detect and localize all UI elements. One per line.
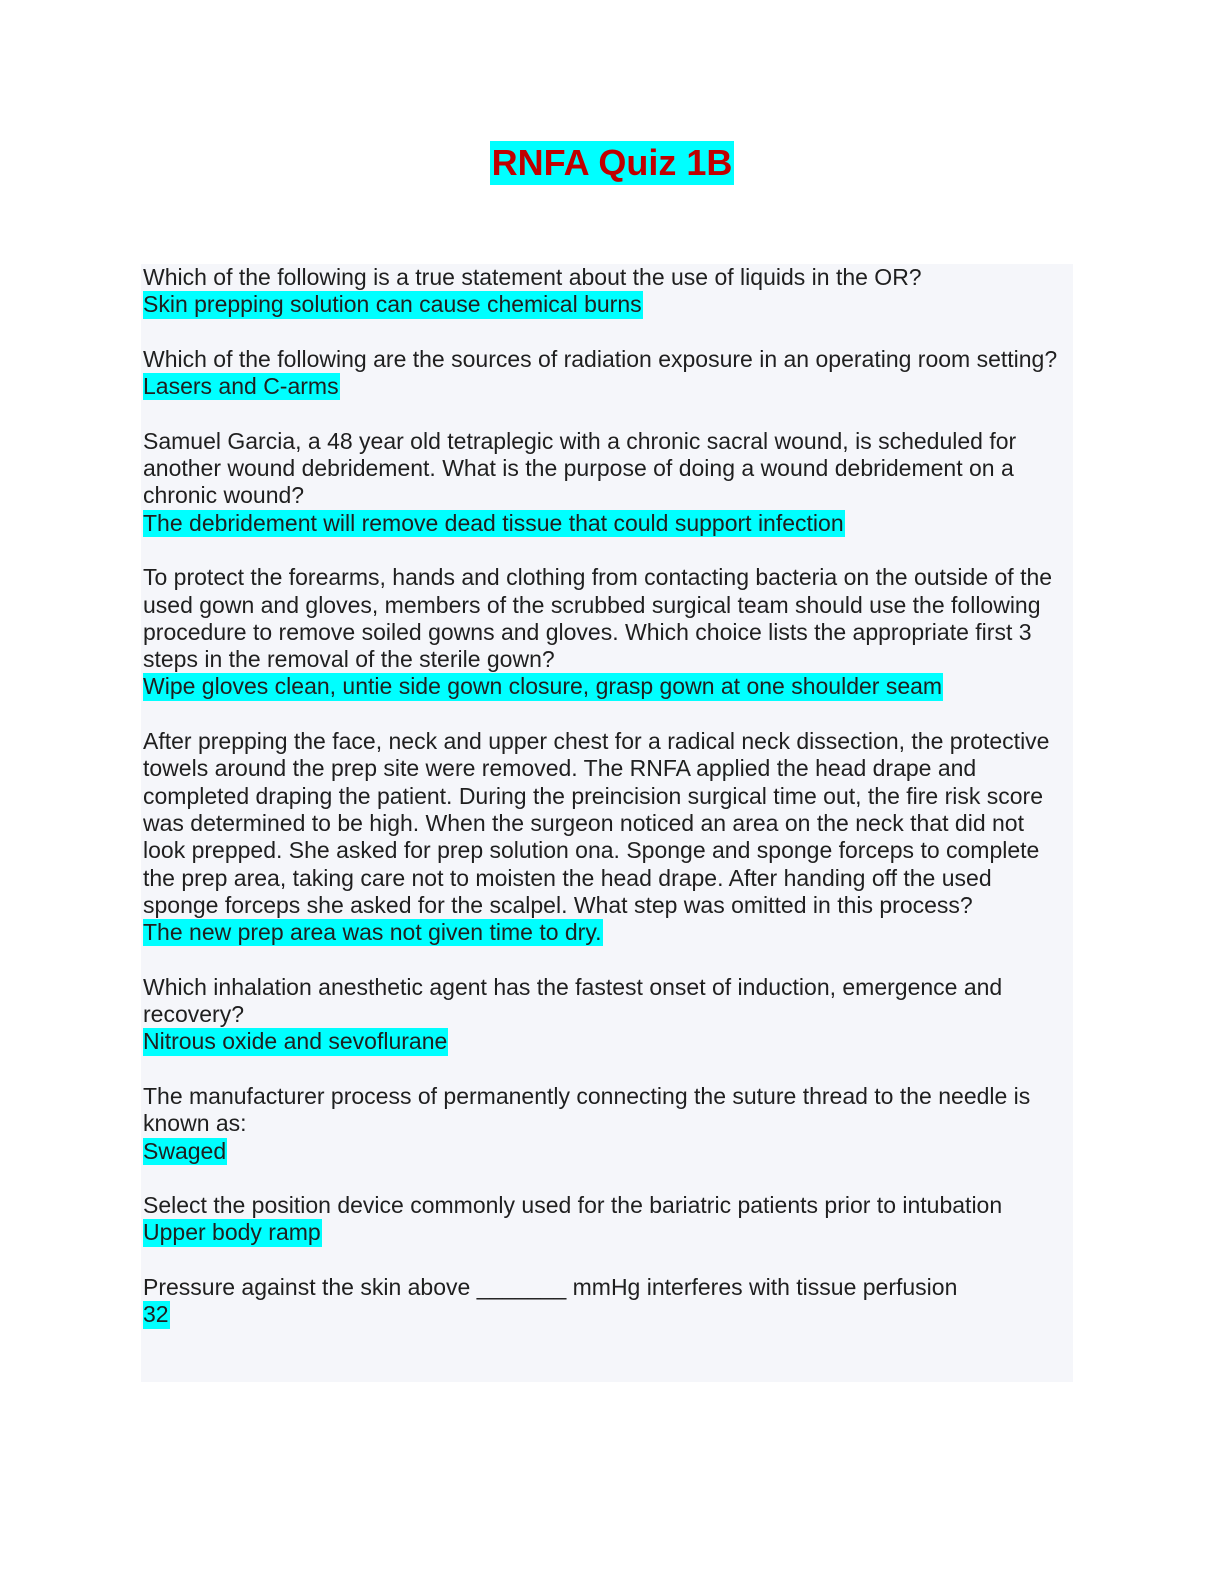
qa-item-8 [143, 1192, 1068, 1247]
answer-highlight: 32 [143, 1301, 169, 1328]
qa-item-4 [143, 564, 1068, 700]
qa-item-6 [143, 974, 1068, 1056]
answer-highlight: The new prep area was not given time to dry. [143, 919, 602, 946]
question-text: After prepping the face, neck and upper chest for a radical neck dissection, the protective towels around the prep site were removed. The RNFA applied the head drape and completed draping the patient. During the preincision surgical time out, the fire risk score was determined to be high. When the surgeon noticed an area on the neck that did not look prepped. She asked for prep solution ona. Sponge and sponge forceps to complete the prep area, taking care not to moisten the head drape. After handing off the used sponge forceps she asked for the scalpel. What step was omitted in this process? [143, 728, 1050, 918]
page-title: RNFA Quiz 1B [491, 142, 733, 183]
title-container [0, 141, 1224, 185]
answer-highlight: Nitrous oxide and sevoflurane [143, 1028, 448, 1055]
qa-item-2 [143, 346, 1068, 401]
qa-item-5 [143, 728, 1068, 946]
qa-list [143, 264, 1068, 1356]
question-text: Which inhalation anesthetic agent has the fastest onset of induction, emergence and recovery? [143, 973, 1003, 1028]
answer-highlight: The debridement will remove dead tissue that could support infection [143, 509, 844, 536]
answer-highlight: Skin prepping solution can cause chemical burns [143, 291, 642, 318]
answer-highlight: Lasers and C-arms [143, 373, 339, 400]
question-text: Which of the following are the sources of radiation exposure in an operating room setting? [143, 345, 1058, 372]
qa-item-9 [143, 1274, 1068, 1329]
answer-highlight: Upper body ramp [143, 1219, 321, 1246]
question-text: Select the position device commonly used for the bariatric patients prior to intubation [143, 1192, 1003, 1219]
qa-item-3 [143, 428, 1068, 537]
question-text: Which of the following is a true statement about the use of liquids in the OR? [143, 264, 922, 290]
answer-highlight: Wipe gloves clean, untie side gown closure, grasp gown at one shoulder seam [143, 673, 943, 700]
qa-item-7 [143, 1083, 1068, 1165]
question-text: Samuel Garcia, a 48 year old tetraplegic with a chronic sacral wound, is scheduled for another wound debridement. What is the purpose of doing a wound debridement on a chronic wound? [143, 427, 1017, 509]
question-text: To protect the forearms, hands and clothing from contacting bacteria on the outside of the used gown and gloves, members of the scrubbed surgical team should use the following procedure to remove soiled gowns and gloves. Which choice lists the appropriate first 3 steps in the removal of the sterile gown? [143, 564, 1053, 673]
question-text: Pressure against the skin above _______ mmHg interferes with tissue perfusion [143, 1273, 958, 1300]
answer-highlight: Swaged [143, 1137, 227, 1164]
question-text: The manufacturer process of permanently connecting the suture thread to the needle is known as: [143, 1082, 1031, 1137]
qa-item-1 [143, 264, 1068, 319]
